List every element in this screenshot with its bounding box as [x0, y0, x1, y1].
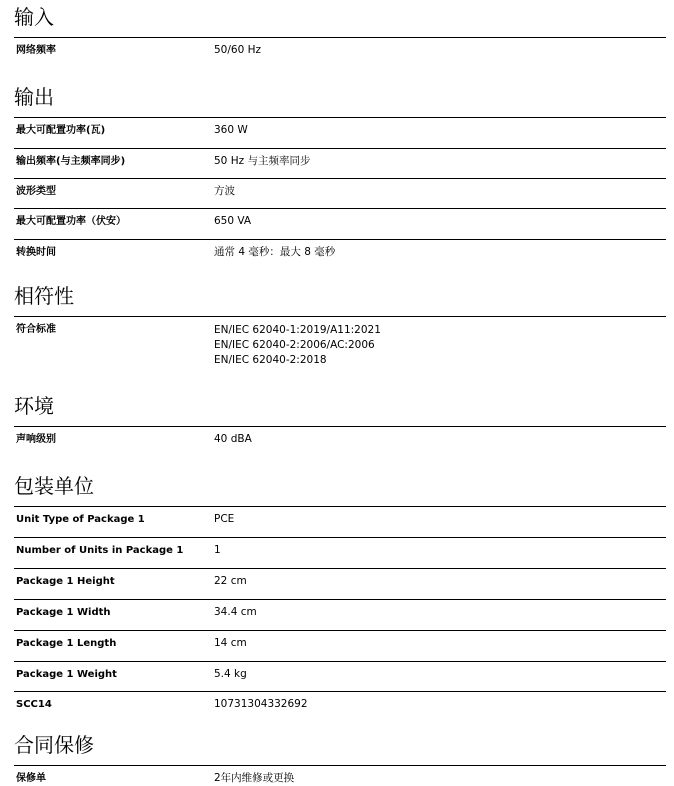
section-packaging — [14, 474, 666, 722]
section-compliance — [14, 284, 666, 377]
spec-label: 波形类型 — [16, 186, 56, 197]
spec-label: SCC14 — [16, 699, 52, 710]
spec-label: 转换时间 — [16, 247, 56, 258]
spec-label: Package 1 Weight — [16, 669, 117, 680]
spec-label: 符合标准 — [16, 324, 56, 335]
spec-row-transfer-time — [14, 240, 666, 270]
spec-row-package-length — [14, 631, 666, 662]
spec-value: 360 W — [214, 124, 248, 136]
spec-value: 5.4 kg — [214, 668, 247, 680]
spec-row-noise-level — [14, 427, 666, 457]
spec-value: 34.4 cm — [214, 606, 257, 618]
section-title: 合同保修 — [14, 733, 94, 757]
spec-label: 最大可配置功率（伏安） — [16, 216, 126, 227]
section-warranty — [14, 733, 666, 786]
spec-row-unit-type — [14, 507, 666, 538]
spec-row-network-frequency — [14, 38, 666, 68]
spec-row-standards — [14, 317, 666, 377]
spec-row-max-power-va — [14, 209, 666, 240]
spec-row-max-power-watts — [14, 118, 666, 149]
spec-value: 通常 4 毫秒：最大 8 毫秒 — [214, 246, 336, 258]
spec-label: Number of Units in Package 1 — [16, 545, 184, 556]
section-input — [14, 5, 666, 68]
spec-row-package-height — [14, 569, 666, 600]
spec-label: Package 1 Height — [16, 576, 115, 587]
section-title: 输入 — [14, 5, 54, 29]
spec-label: 声响级别 — [16, 434, 56, 445]
section-title: 包装单位 — [14, 474, 94, 498]
spec-row-output-frequency — [14, 149, 666, 179]
spec-row-waveform — [14, 179, 666, 209]
standard-line: EN/IEC 62040-2:2018 — [214, 354, 327, 366]
spec-row-package-width — [14, 600, 666, 631]
spec-value: 1 — [214, 544, 221, 556]
section-title: 环境 — [14, 394, 54, 418]
spec-value: 2年内维修或更换 — [214, 772, 295, 784]
spec-label: Package 1 Length — [16, 638, 117, 649]
spec-value: 10731304332692 — [214, 698, 308, 710]
spec-value: 50 Hz 与主频率同步 — [214, 155, 311, 167]
spec-row-warranty — [14, 766, 666, 786]
spec-row-package-weight — [14, 662, 666, 692]
spec-value: 22 cm — [214, 575, 247, 587]
spec-label: 输出频率(与主频率同步) — [16, 156, 126, 167]
spec-value: 50/60 Hz — [214, 44, 262, 56]
spec-value: 40 dBA — [214, 433, 252, 445]
standard-line: EN/IEC 62040-1:2019/A11:2021 — [214, 324, 381, 336]
spec-value: 650 VA — [214, 215, 252, 227]
spec-row-number-of-units — [14, 538, 666, 569]
spec-label: Unit Type of Package 1 — [16, 514, 145, 525]
spec-label: Package 1 Width — [16, 607, 111, 618]
spec-label: 最大可配置功率(瓦) — [16, 125, 106, 136]
spec-value: PCE — [214, 513, 235, 525]
spec-label: 保修单 — [16, 773, 46, 784]
section-title: 输出 — [14, 85, 54, 109]
section-title: 相符性 — [14, 284, 74, 308]
spec-value — [214, 323, 381, 368]
standard-line: EN/IEC 62040-2:2006/AC:2006 — [214, 339, 375, 351]
spec-value: 14 cm — [214, 637, 247, 649]
spec-row-scc14 — [14, 692, 666, 722]
section-output — [14, 85, 666, 270]
spec-value: 方波 — [214, 185, 235, 197]
section-environment — [14, 394, 666, 457]
spec-label: 网络频率 — [16, 45, 56, 56]
